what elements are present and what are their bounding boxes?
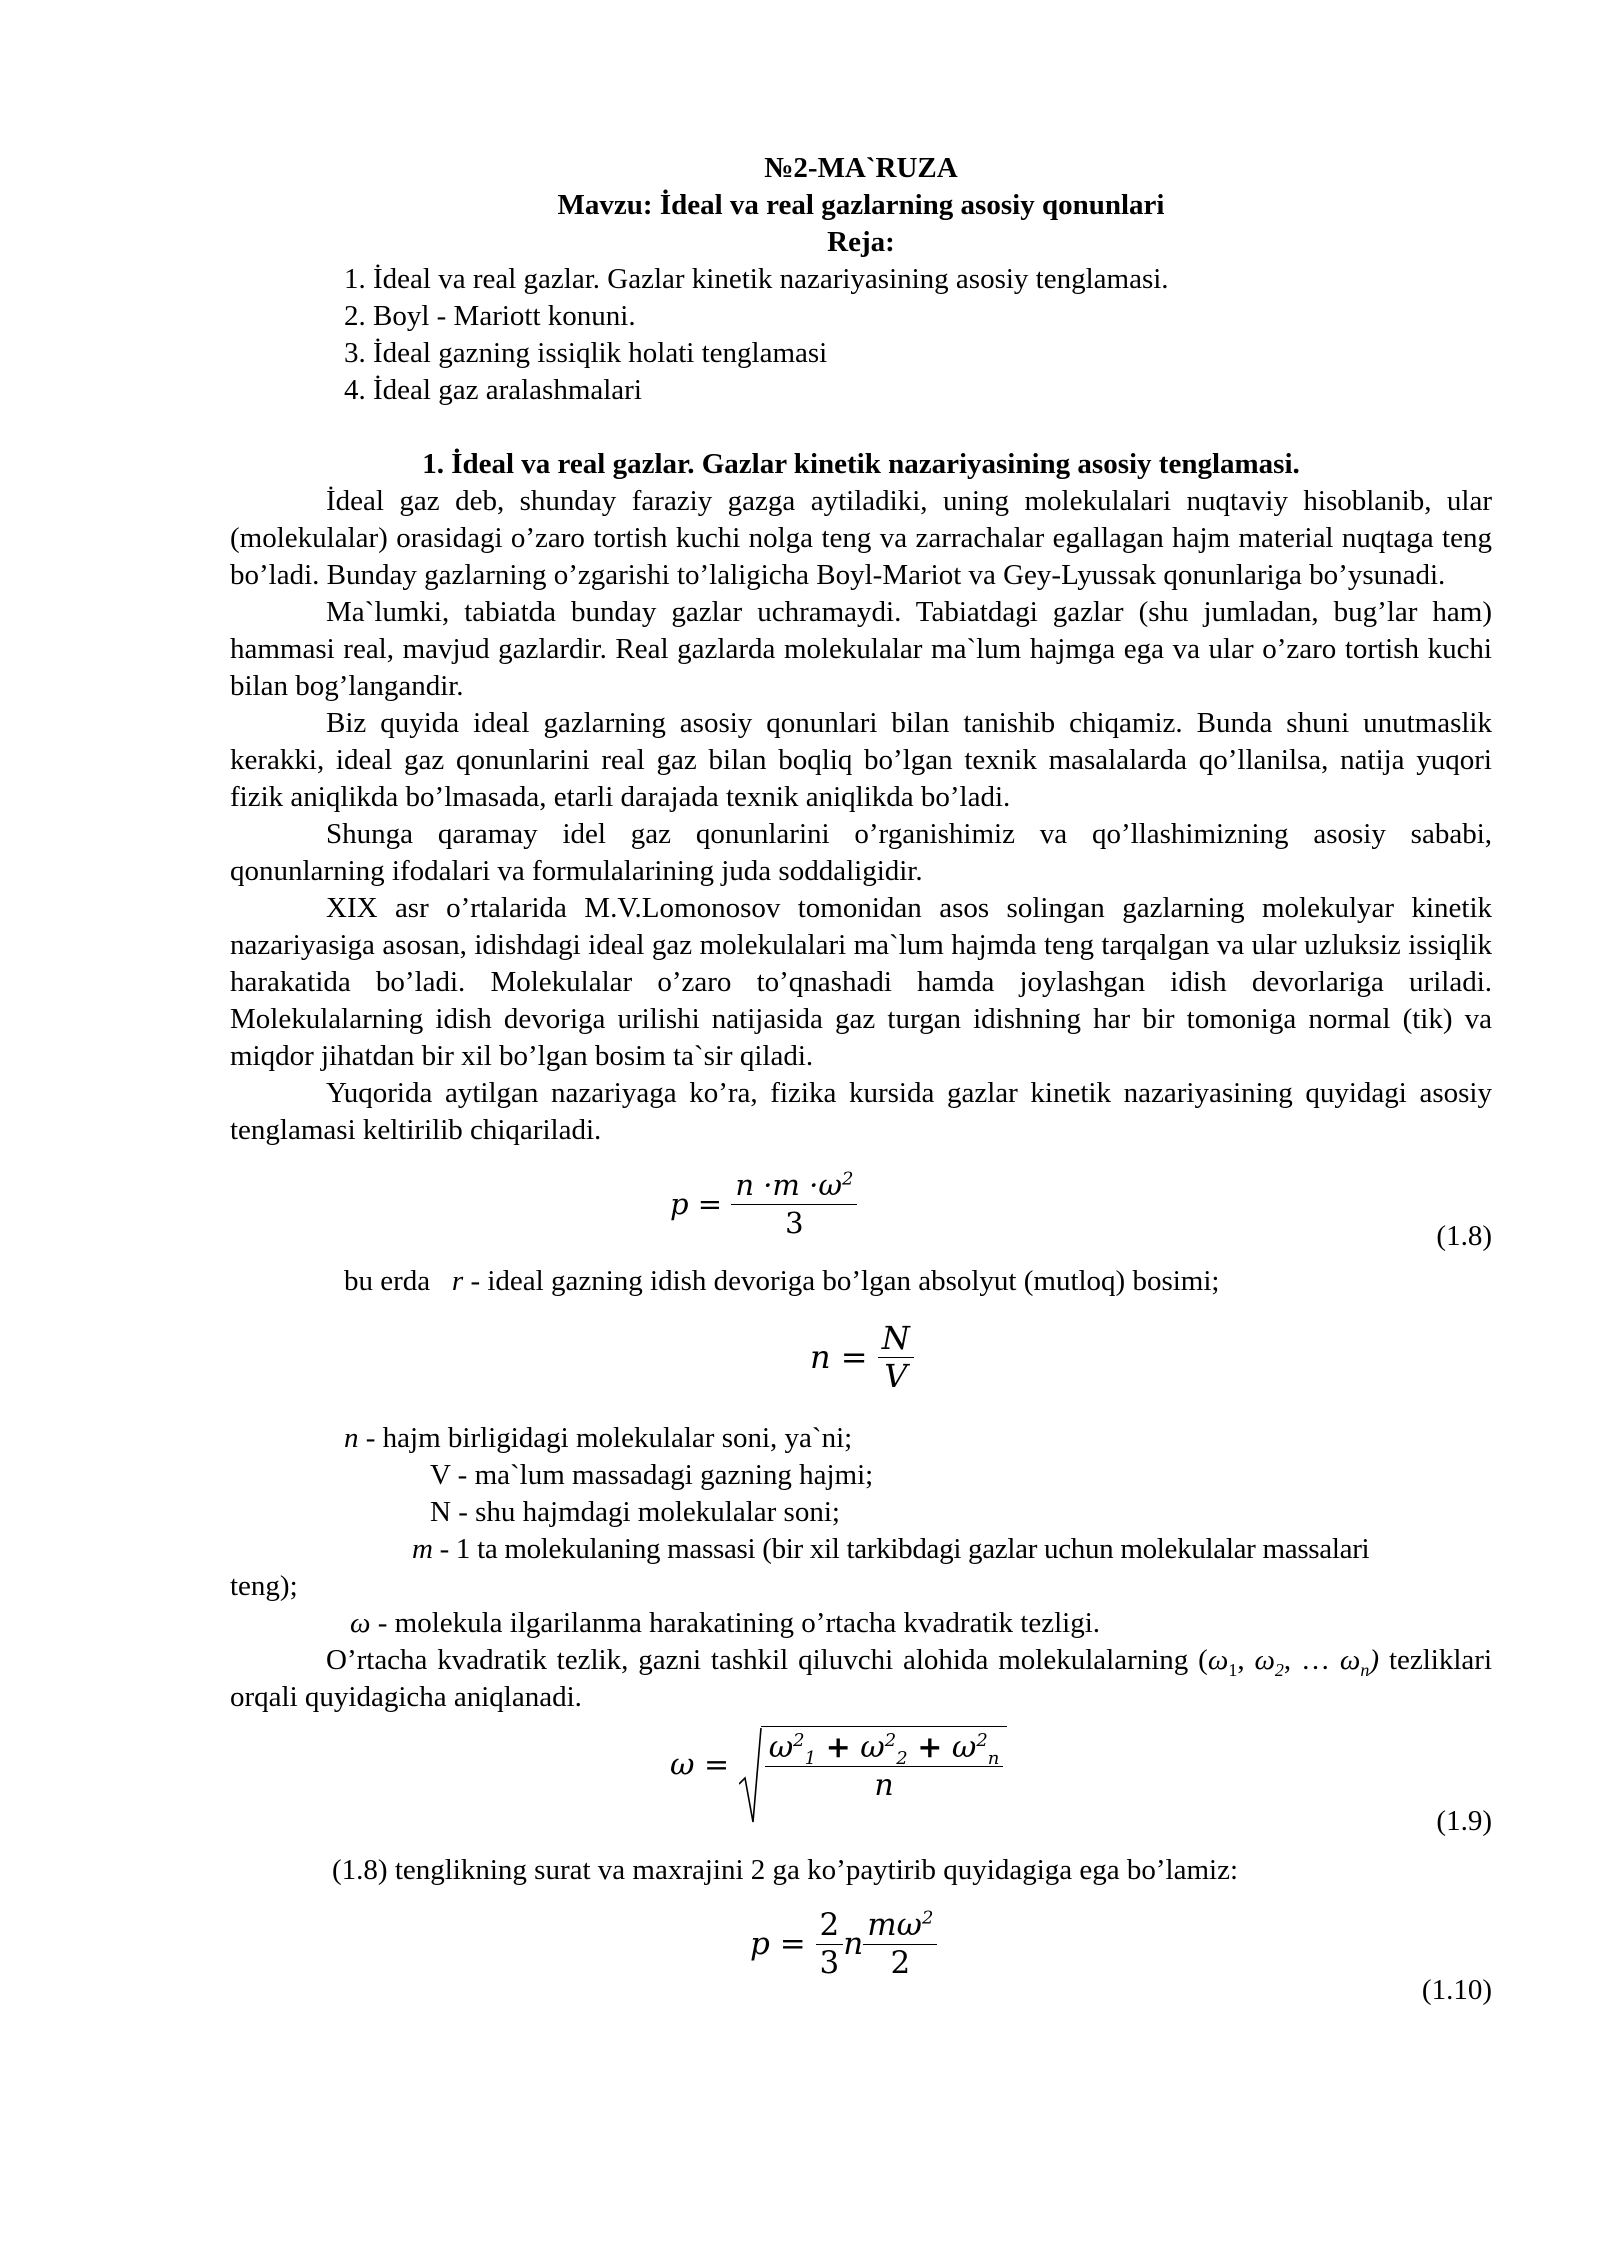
paragraph-text: tezliklari orqali quyidagicha aniqlanadi. (230, 1644, 1493, 1713)
paragraph: Biz quyida ideal gazlarning asosiy qonunlari bilan tanishib chiqamiz. Bunda shuni unutmaslik kerakki, ideal gaz qonunlarini real gaz bilan boqliq bo’lgan texnik masalalarda qo’llanilsa, natija yuqori fizik aniqlikda bo’lmasada, etarli darajada texnik aniqlikda bo’ladi. (230, 707, 1492, 813)
paragraph: Ma`lumki, tabiatda bunday gazlar uchramaydi. Tabiatdagi gazlar (shu jumladan, bug’lar ham) hammasi real, mavjud gazlardir. Real gazlarda molekulalar ma`lum hajmga ega va ular o’zaro tortish kuchi bilan bog’langandir. (230, 596, 1492, 702)
legend-text: - molekula ilgarilanma harakatining o’rtacha kvadratik tezligi. (370, 1607, 1101, 1639)
equation-n (230, 1310, 1492, 1410)
paragraph-text: O’rtacha kvadratik tezlik, gazni tashkil qiluvchi alohida molekulalarning ( (326, 1644, 1208, 1676)
where-text: - ideal gazning idish devoriga bo’lgan absolyut (mutloq) bosimi; (463, 1265, 1220, 1297)
eq-sup: 2 (921, 1907, 934, 1929)
eq-lhs: p = (670, 1187, 723, 1221)
eq-fraction (878, 1320, 914, 1395)
eq-denominator: n (874, 1768, 894, 1803)
legend-item (230, 1605, 1492, 1642)
symbol-n: n (344, 1422, 359, 1454)
plan-item: 4. İdeal gaz aralashmalari (344, 374, 642, 406)
eq-numerator: N (878, 1320, 914, 1358)
equation-1-10 (230, 1899, 1492, 2009)
eq-sup: 2 (842, 1168, 854, 1190)
equation-1-8 (230, 1159, 1492, 1255)
symbol-r: r (451, 1265, 464, 1297)
equation-label: (1.9) (1436, 1805, 1492, 1837)
symbol-legend (230, 1420, 1492, 1642)
eq-lhs: p = (750, 1926, 806, 1962)
where-line (230, 1263, 1492, 1300)
paragraph: Shunga qaramay idel gaz qonunlarini o’rganishimiz va qo’llashimizning asosiy sababi, qonunlarning ifodalari va formulalarining juda soddaligidir. (230, 818, 1492, 887)
omega-n: ω (1339, 1644, 1361, 1676)
lecture-topic: Mavzu: İdeal va real gazlarning asosiy qonunlari (557, 189, 1165, 221)
paragraph: (1.8) tenglikning surat va maxrajini 2 ga ko’paytirib quyidagiga ega bo’lamiz: (332, 1854, 1238, 1886)
legend-item: N - shu hajmdagi molekulalar soni; (430, 1496, 840, 1528)
sqrt-sign (739, 1726, 1008, 1804)
plan-list (230, 261, 1492, 409)
legend-item (230, 1420, 1492, 1457)
eq-lhs: ω = (670, 1747, 730, 1783)
legend-text: - hajm birligidagi molekulalar soni, ya`ni; (358, 1422, 853, 1454)
eq-fraction (816, 1907, 844, 1982)
equation-label: (1.8) (1436, 1220, 1492, 1252)
document-page (230, 150, 1492, 2009)
eq-denominator: 3 (819, 1945, 840, 1981)
plan-item: 2. Boyl - Mariott konuni. (344, 300, 636, 332)
equation-label: (1.10) (1421, 1974, 1492, 2006)
radical-icon (739, 1726, 763, 1826)
symbol-omega: ω (350, 1607, 371, 1639)
where-prefix: bu erda (344, 1265, 431, 1297)
paragraph: İdeal gaz deb, shunday faraziy gazga aytiladiki, uning molekulalari nuqtaviy hisoblanib, ular (molekulalar) orasidagi o’zaro tortish kuchi nolga teng va zarrachalar egallagan hajm material nuqtaga teng bo’ladi. Bunday gazlarning o’zgarishi to’laligicha Boyl-Mariot va Gey-Lyussak qonunlariga bo’ysunadi. (230, 485, 1492, 591)
omega-2: ω (1254, 1644, 1275, 1676)
eq-numerator: 2 (816, 1907, 844, 1945)
eq-fraction (765, 1729, 1004, 1804)
paragraph: O’rtacha kvadratik tezlik, gazni tashkil qiluvchi alohida molekulalarning ($\omega_1$, $\omega_2$, … $\omega_n$) tezliklari orqali quyidagicha aniqlanadi. (230, 1644, 1493, 1713)
lecture-number: №2-MA`RUZA (764, 152, 958, 184)
eq-numerator: mω (867, 1907, 922, 1943)
eq-numerator: n ·m ·ω (735, 1168, 843, 1202)
legend-item-cont: teng); (230, 1570, 298, 1602)
legend-text: - 1 ta molekulaning massasi (bir xil tarkibdagi gazlar uchun molekulalar massalari (432, 1533, 1370, 1565)
eq-numerator: $\omega^2_1 + \omega^2_2 + \omega^2_n$ (765, 1729, 1004, 1767)
symbol-m: m (412, 1533, 433, 1565)
equation-1-9 (230, 1722, 1492, 1840)
legend-item (230, 1531, 1492, 1568)
eq-denominator: 2 (890, 1945, 911, 1981)
plan-title: Reja: (827, 226, 895, 258)
omega-1: ω (1207, 1644, 1229, 1676)
section-title: 1. İdeal va real gazlar. Gazlar kinetik nazariyasining asosiy tenglamasi. (422, 448, 1300, 480)
eq-denominator: 3 (785, 1206, 804, 1240)
legend-item: V - ma`lum massadagi gazning hajmi; (430, 1459, 874, 1491)
eq-lhs: n = (810, 1338, 868, 1376)
plan-item: 3. İdeal gazning issiqlik holati tenglamasi (344, 337, 828, 369)
eq-fraction (863, 1907, 937, 1982)
eq-n: n (843, 1926, 864, 1962)
eq-fraction (731, 1167, 857, 1242)
eq-denominator: V (884, 1357, 908, 1395)
paragraph: XIX asr o’rtalarida M.V.Lomonosov tomonidan asos solingan gazlarning molekulyar kinetik nazariyasiga asosan, idishdagi ideal gaz molekulalari ma`lum hajmda teng tarqalgan va ular uzluksiz issiqlik harakatida bo’ladi. Molekulalar o’zaro to’qnashadi hamda joylashgan idish devorlariga uriladi. Molekulalarning idish devoriga urilishi natijasida gaz turgan idishning har bir tomoniga normal (tik) va miqdor jihatdan bir xil bo’lgan bosim ta`sir qiladi. (230, 892, 1492, 1072)
paragraph: Yuqorida aytilgan nazariyaga ko’ra, fizika kursida gazlar kinetik nazariyasining quyidagi asosiy tenglamasi keltirilib chiqariladi. (230, 1077, 1492, 1146)
plan-item: 1. İdeal va real gazlar. Gazlar kinetik nazariyasining asosiy tenglamasi. (344, 263, 1169, 295)
